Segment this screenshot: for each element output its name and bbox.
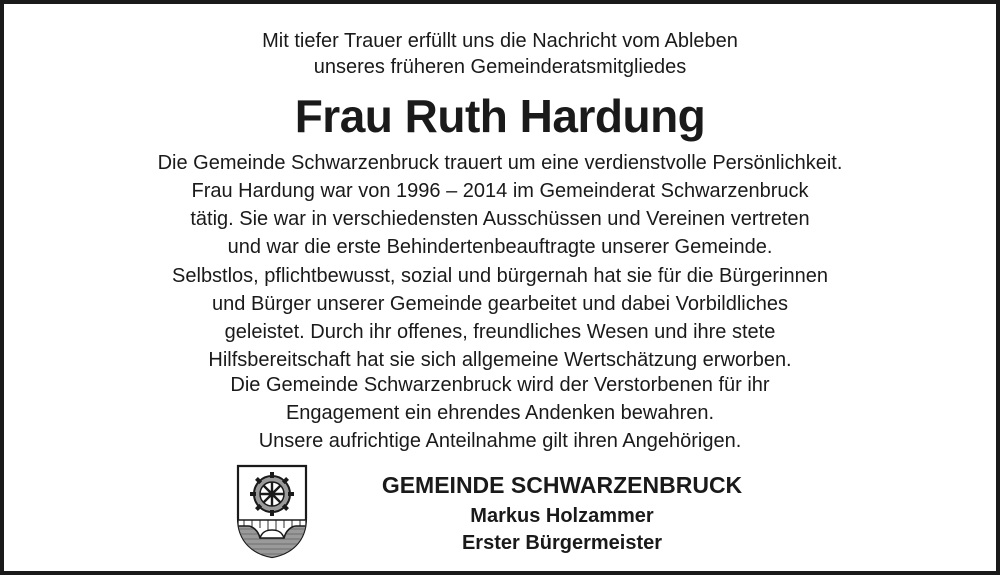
paragraph-remembrance xyxy=(4,371,996,427)
paragraph-line: Die Gemeinde Schwarzenbruck trauert um eine verdienstvolle Persönlichkeit. xyxy=(157,152,843,174)
paragraph-line: Unsere aufrichtige Anteilnahme gilt ihren Angehörigen. xyxy=(258,430,742,452)
paragraph-line: Frau Hardung war von 1996 – 2014 im Gemeinderat Schwarzenbruck xyxy=(191,180,809,202)
paragraph-line: Hilfsbereitschaft hat sie sich allgemeine Wertschätzung erworben. xyxy=(208,349,792,371)
paragraph-line: Die Gemeinde Schwarzenbruck wird der Verstorbenen für ihr xyxy=(230,374,770,396)
signature-block xyxy=(304,470,820,557)
paragraph-line: Engagement ein ehrendes Andenken bewahren. xyxy=(285,402,715,424)
paragraph-condolence xyxy=(4,427,996,455)
intro-line: unseres früheren Gemeinderatsmitgliedes xyxy=(313,56,687,78)
coat-of-arms-icon xyxy=(234,462,310,560)
deceased-name: Frau Ruth Hardung xyxy=(294,90,706,142)
intro-text xyxy=(4,28,996,80)
paragraph-line: tätig. Sie war in verschiedensten Ausschüssen und Vereinen vertreten xyxy=(190,208,810,230)
signer-name: Markus Holzammer xyxy=(470,505,654,527)
paragraph-line: Selbstlos, pflichtbewusst, sozial und bürgernah hat sie für die Bürgerinnen xyxy=(172,265,828,287)
paragraph-character xyxy=(4,262,996,374)
paragraph-line: geleistet. Durch ihr offenes, freundliches Wesen und ihre stete xyxy=(224,321,776,343)
signer-title: Erster Bürgermeister xyxy=(461,532,663,554)
paragraph-line: und Bürger unserer Gemeinde gearbeitet und dabei Vorbildliches xyxy=(212,293,788,315)
paragraph-line: und war die erste Behindertenbeauftragte unserer Gemeinde. xyxy=(227,236,773,258)
intro-line: Mit tiefer Trauer erfüllt uns die Nachricht vom Ableben xyxy=(262,30,738,52)
paragraph-tribute xyxy=(4,149,996,261)
organization-name: GEMEINDE SCHWARZENBRUCK xyxy=(381,472,743,498)
